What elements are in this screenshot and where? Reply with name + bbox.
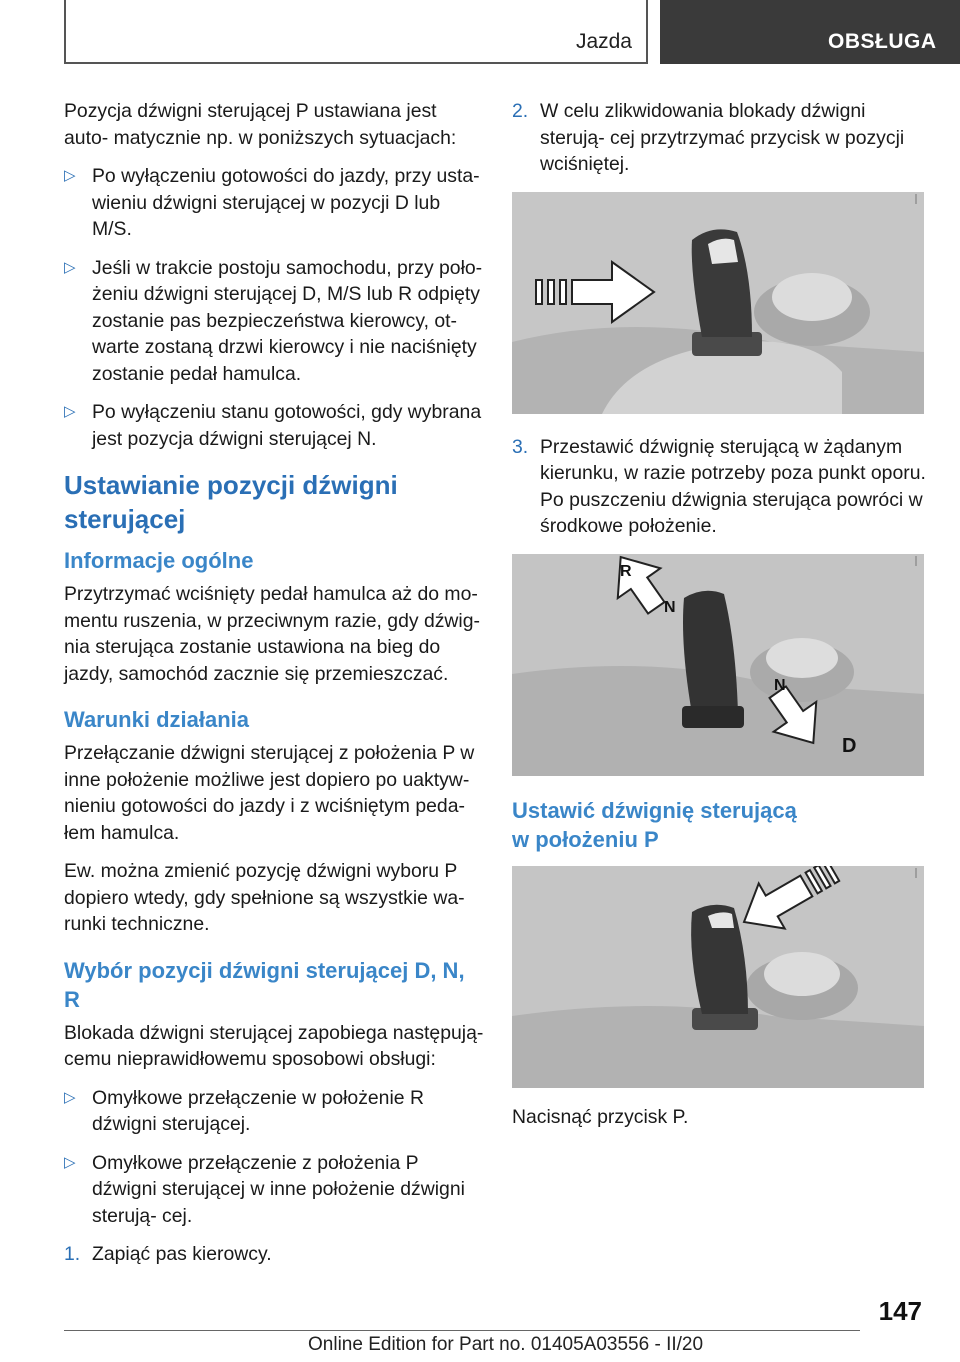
- heading-warunki: Warunki działania: [64, 707, 250, 732]
- left-column: [64, 98, 484, 1280]
- list-item: ▷ Jeśli w trakcie postoju samochodu, przy poło- żeniu dźwigni sterującej D, M/S lub R odpięty zostanie pas bezpieczeństwa kierowcy, ot- warte zostaną drzwi kierowcy i nie naciśnięty zostanie pedał hamulca.: [64, 256, 483, 385]
- label-n-upper: N: [664, 598, 676, 616]
- paragraph-wybor: Blokada dźwigni sterującej zapobiega następują- cemu nieprawidłowemu sposobowi obsługi:: [64, 1021, 484, 1070]
- header-chapter-title: OBSŁUGA: [828, 30, 937, 53]
- paragraph-informacje: Przytrzymać wciśnięty pedał hamulca aż do mo- mentu ruszenia, w przeciwnym razie, gdy dźwig- nia sterująca zostanie ustawiona na bieg do jazdy, samochód zacznie się przemieszczać.: [64, 583, 480, 685]
- list-item: ▷ Po wyłączeniu stanu gotowości, gdy wybrana jest pozycja dźwigni sterującej N.: [64, 401, 482, 450]
- header-section-box: [64, 0, 648, 64]
- label-d: D: [842, 734, 857, 757]
- paragraph-warunki-2: Ew. można zmienić pozycję dźwigni wyboru P dopiero wtedy, gdy spełnione są wszystkie wa- runki techniczne.: [64, 860, 465, 935]
- step-number: 2.: [512, 100, 529, 122]
- triangle-bullet-icon: ▷: [64, 258, 76, 276]
- heading-ustawic: Ustawić dźwignię sterującą w położeniu P: [512, 797, 797, 852]
- heading-ustawianie: Ustawianie pozycji dźwigni sterującej: [64, 470, 398, 534]
- gear-lever-park-image: [512, 866, 924, 1088]
- triangle-bullet-icon: ▷: [64, 1088, 76, 1106]
- intro-paragraph: Pozycja dźwigni sterującej P ustawiana jest auto- matycznie np. w poniższych sytuacjach:: [64, 100, 457, 149]
- page-number: 147: [878, 1296, 922, 1326]
- list-item: ▷ Omyłkowe przełączenie z położenia P dźwigni sterującej w inne położenie dźwigni sterują- cej.: [64, 1151, 465, 1227]
- step-2: 2. W celu zlikwidowania blokady dźwigni sterują- cej przytrzymać przycisk w pozycji wciśniętej.: [512, 100, 905, 175]
- triangle-bullet-icon: ▷: [64, 1153, 76, 1171]
- step-number: 3.: [512, 435, 529, 458]
- paragraph-nacisnac: Nacisnąć przycisk P.: [512, 1105, 689, 1128]
- step-3: 3. Przestawić dźwignię sterującą w żądanym kierunku, w razie potrzeby poza punkt oporu. Po puszczeniu dźwignia sterująca powróci w środkowe położenie.: [512, 435, 926, 537]
- label-n-lower: N: [774, 676, 786, 694]
- list-item: ▷ Po wyłączeniu gotowości do jazdy, przy usta- wieniu dźwigni sterującej w pozycji D lub M/S.: [64, 165, 480, 240]
- header-chapter-box: [660, 0, 960, 64]
- heading-wybor: Wybór pozycji dźwigni sterującej D, N, R: [64, 957, 465, 1012]
- list-item: ▷ Omyłkowe przełączenie w położenie R dźwigni sterującej.: [64, 1086, 424, 1135]
- paragraph-warunki-1: Przełączanie dźwigni sterującej z położenia P w inne położenie możliwe jest dopiero po uaktyw- nieniu gotowości do jazdy i z wciśniętym peda- łem hamulca.: [64, 742, 475, 844]
- triangle-bullet-icon: ▷: [64, 167, 76, 184]
- gear-lever-directions-image: [512, 554, 924, 776]
- label-r: R: [620, 562, 632, 580]
- heading-informacje: Informacje ogólne: [64, 548, 254, 573]
- header-section-title: Jazda: [575, 30, 632, 53]
- step-1: 1. Zapiąć pas kierowcy.: [64, 1241, 484, 1268]
- footer-edition: Online Edition for Part no. 01405A03556 - II/20: [308, 1334, 704, 1355]
- triangle-bullet-icon: ▷: [64, 403, 76, 420]
- step-number: 1.: [64, 1243, 81, 1265]
- footer-divider: [64, 1330, 860, 1331]
- right-column: [512, 98, 927, 1142]
- gear-lever-unlock-image: [512, 192, 924, 414]
